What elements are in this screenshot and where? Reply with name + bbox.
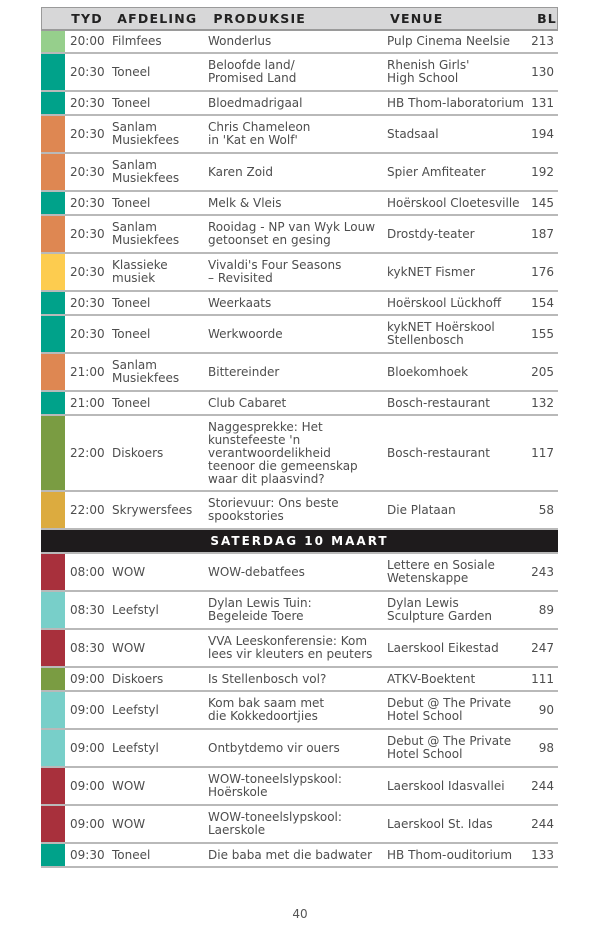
time-cell: 09:00 (70, 702, 105, 717)
venue-cell: Debut @ The Private Hotel School (387, 696, 512, 723)
time-cell: 08:30 (70, 640, 105, 655)
production-cell: Chris Chameleon in 'Kat en Wolf' (208, 120, 311, 147)
time-cell: 09:00 (70, 778, 105, 793)
page-ref-cell: 131 (531, 95, 554, 110)
venue-cell: Die Plataan (387, 502, 456, 517)
time-cell: 20:30 (70, 326, 105, 341)
saturday-rows (41, 554, 558, 868)
dept-cell: Leefstyl (112, 702, 159, 717)
production-cell: Bloedmadrigaal (208, 95, 303, 110)
category-color-swatch (41, 316, 65, 352)
production-cell: WOW-debatfees (208, 564, 305, 579)
time-cell: 20:30 (70, 264, 105, 279)
table-row (41, 592, 558, 630)
production-cell: Die baba met die badwater (208, 847, 373, 862)
table-row (41, 254, 558, 292)
page-ref-cell: 90 (538, 702, 554, 717)
venue-cell: kykNET Fismer (387, 264, 475, 279)
dept-cell: Toneel (112, 395, 151, 410)
dept-cell: Toneel (112, 295, 151, 310)
dept-cell: Sanlam Musiekfees (112, 120, 180, 147)
category-color-swatch (41, 254, 65, 290)
dept-cell: Skrywersfees (112, 502, 193, 517)
page-ref-cell: 130 (531, 64, 554, 79)
time-cell: 20:30 (70, 226, 105, 241)
production-cell: Naggesprekke: Het kunstefeeste 'n verantwoordelikheid teenoor die gemeenskap waar dit plaasvind? (208, 419, 358, 486)
category-color-swatch (41, 554, 65, 590)
category-color-swatch (41, 216, 65, 252)
table-row (41, 354, 558, 392)
time-cell: 09:30 (70, 847, 105, 862)
venue-cell: Laerskool Eikestad (387, 640, 499, 655)
page-ref-cell: 145 (531, 195, 554, 210)
production-cell: Wonderlus (208, 34, 272, 48)
time-cell: 20:30 (70, 95, 105, 110)
page-ref-cell: 213 (531, 34, 554, 48)
time-cell: 20:30 (70, 126, 105, 141)
production-cell: Club Cabaret (208, 395, 287, 410)
dept-cell: Toneel (112, 64, 151, 79)
production-cell: Beloofde land/ Promised Land (208, 58, 297, 85)
production-cell: Is Stellenbosch vol? (208, 671, 327, 686)
page-ref-cell: 132 (531, 395, 554, 410)
table-row (41, 730, 558, 768)
dept-cell: Diskoers (112, 671, 164, 686)
dept-cell: WOW (112, 816, 146, 831)
page-ref-cell: 133 (531, 847, 554, 862)
venue-cell: Drostdy-teater (387, 226, 475, 241)
category-color-swatch (41, 92, 65, 114)
time-cell: 20:30 (70, 295, 105, 310)
category-color-swatch (41, 844, 65, 866)
table-row (41, 692, 558, 730)
venue-cell: Hoërskool Lückhoff (387, 295, 502, 310)
category-color-swatch (41, 192, 65, 214)
table-row (41, 316, 558, 354)
header-dept: AFDELING (117, 11, 198, 26)
venue-cell: Laerskool Idasvallei (387, 778, 505, 793)
venue-cell: Bloekomhoek (387, 364, 469, 379)
venue-cell: Pulp Cinema Neelsie (387, 34, 510, 48)
page-ref-cell: 187 (531, 226, 554, 241)
dept-cell: Klassieke musiek (112, 258, 168, 285)
table-row (41, 492, 558, 530)
page-ref-cell: 98 (538, 740, 554, 755)
time-cell: 20:00 (70, 34, 105, 48)
page-ref-cell: 194 (531, 126, 554, 141)
dept-cell: Toneel (112, 847, 151, 862)
category-color-swatch (41, 492, 65, 528)
production-cell: Ontbytdemo vir ouers (208, 740, 340, 755)
category-color-swatch (41, 730, 65, 766)
production-cell: Vivaldi's Four Seasons – Revisited (208, 258, 342, 285)
dept-cell: Toneel (112, 326, 151, 341)
category-color-swatch (41, 630, 65, 666)
venue-cell: HB Thom-ouditorium (387, 847, 513, 862)
venue-cell: Hoërskool Cloetesville (387, 195, 520, 210)
page-ref-cell: 244 (531, 816, 554, 831)
time-cell: 08:00 (70, 564, 105, 579)
time-cell: 09:00 (70, 671, 105, 686)
page-ref-cell: 89 (538, 602, 554, 617)
table-row (41, 554, 558, 592)
header-prod: PRODUKSIE (213, 11, 307, 26)
production-cell: Kom bak saam met die Kokkedoortjies (208, 696, 325, 723)
dept-cell: Filmfees (112, 34, 162, 48)
dept-cell: WOW (112, 778, 146, 793)
table-row (41, 154, 558, 192)
table-row (41, 31, 558, 54)
dept-cell: Leefstyl (112, 740, 159, 755)
table-row (41, 806, 558, 844)
table-row (41, 54, 558, 92)
time-cell: 21:00 (70, 395, 105, 410)
table-row (41, 116, 558, 154)
venue-cell: Spier Amfiteater (387, 164, 486, 179)
venue-cell: Lettere en Sosiale Wetenskappe (387, 558, 495, 585)
category-color-swatch (41, 292, 65, 314)
category-color-swatch (41, 54, 65, 90)
table-row (41, 216, 558, 254)
time-cell: 22:00 (70, 502, 105, 517)
time-cell: 22:00 (70, 445, 105, 460)
time-cell: 20:30 (70, 164, 105, 179)
table-header (41, 7, 558, 31)
table-row (41, 192, 558, 216)
time-cell: 20:30 (70, 195, 105, 210)
venue-cell: ATKV-Boektent (387, 671, 476, 686)
category-color-swatch (41, 592, 65, 628)
dept-cell: Sanlam Musiekfees (112, 358, 180, 385)
time-cell: 08:30 (70, 602, 105, 617)
page-ref-cell: 58 (538, 502, 554, 517)
friday-rows (41, 31, 558, 530)
production-cell: Melk & Vleis (208, 195, 282, 210)
category-color-swatch (41, 116, 65, 152)
production-cell: Karen Zoid (208, 164, 273, 179)
table-row (41, 668, 558, 692)
production-cell: Bittereinder (208, 364, 280, 379)
production-cell: Rooidag - NP van Wyk Louw getoonset en gesing (208, 220, 376, 247)
category-color-swatch (41, 668, 65, 690)
time-cell: 09:00 (70, 816, 105, 831)
venue-cell: Dylan Lewis Sculpture Garden (387, 596, 492, 623)
page-ref-cell: 111 (531, 671, 554, 686)
dept-cell: WOW (112, 640, 146, 655)
production-cell: Dylan Lewis Tuin: Begeleide Toere (208, 596, 312, 623)
page-ref-cell: 205 (531, 364, 554, 379)
venue-cell: Laerskool St. Idas (387, 816, 493, 831)
time-cell: 09:00 (70, 740, 105, 755)
page-ref-cell: 192 (531, 164, 554, 179)
venue-cell: HB Thom-laboratorium (387, 95, 524, 110)
header-time: TYD (71, 11, 103, 26)
category-color-swatch (41, 768, 65, 804)
production-cell: WOW-toneelslypskool: Hoërskole (208, 772, 342, 799)
venue-cell: Stadsaal (387, 126, 439, 141)
dept-cell: Toneel (112, 195, 151, 210)
table-row (41, 92, 558, 116)
production-cell: WOW-toneelslypskool: Laerskole (208, 810, 342, 837)
table-row (41, 844, 558, 868)
category-color-swatch (41, 416, 65, 490)
page-ref-cell: 244 (531, 778, 554, 793)
dept-cell: Toneel (112, 95, 151, 110)
page-ref-cell: 117 (531, 445, 554, 460)
header-bl: BL (537, 11, 557, 26)
table-row (41, 768, 558, 806)
production-cell: Weerkaats (208, 295, 272, 310)
table-row (41, 392, 558, 416)
production-cell: Storievuur: Ons beste spookstories (208, 496, 339, 523)
table-row (41, 292, 558, 316)
venue-cell: Bosch-restaurant (387, 395, 490, 410)
time-cell: 20:30 (70, 64, 105, 79)
dept-cell: Leefstyl (112, 602, 159, 617)
category-color-swatch (41, 392, 65, 414)
time-cell: 21:00 (70, 364, 105, 379)
dept-cell: Diskoers (112, 445, 164, 460)
venue-cell: kykNET Hoërskool Stellenbosch (387, 320, 495, 347)
category-color-swatch (41, 354, 65, 390)
venue-cell: Rhenish Girls' High School (387, 58, 470, 85)
category-color-swatch (41, 806, 65, 842)
page-ref-cell: 247 (531, 640, 554, 655)
table-row (41, 416, 558, 492)
dept-cell: Sanlam Musiekfees (112, 220, 180, 247)
page-ref-cell: 155 (531, 326, 554, 341)
header-venue: VENUE (390, 11, 444, 26)
page-number: 40 (292, 907, 308, 921)
page-ref-cell: 154 (531, 295, 554, 310)
category-color-swatch (41, 154, 65, 190)
page-ref-cell: 243 (531, 564, 554, 579)
venue-cell: Debut @ The Private Hotel School (387, 734, 512, 761)
production-cell: Werkwoorde (208, 326, 283, 341)
venue-cell: Bosch-restaurant (387, 445, 490, 460)
dept-cell: WOW (112, 564, 146, 579)
category-color-swatch (41, 692, 65, 728)
category-color-swatch (41, 31, 65, 52)
dept-cell: Sanlam Musiekfees (112, 158, 180, 185)
schedule-table (41, 7, 558, 868)
production-cell: VVA Leeskonferensie: Kom lees vir kleuters en peuters (208, 634, 373, 661)
table-row (41, 630, 558, 668)
page-ref-cell: 176 (531, 264, 554, 279)
day-banner: SATERDAG 10 MAART (41, 530, 558, 554)
